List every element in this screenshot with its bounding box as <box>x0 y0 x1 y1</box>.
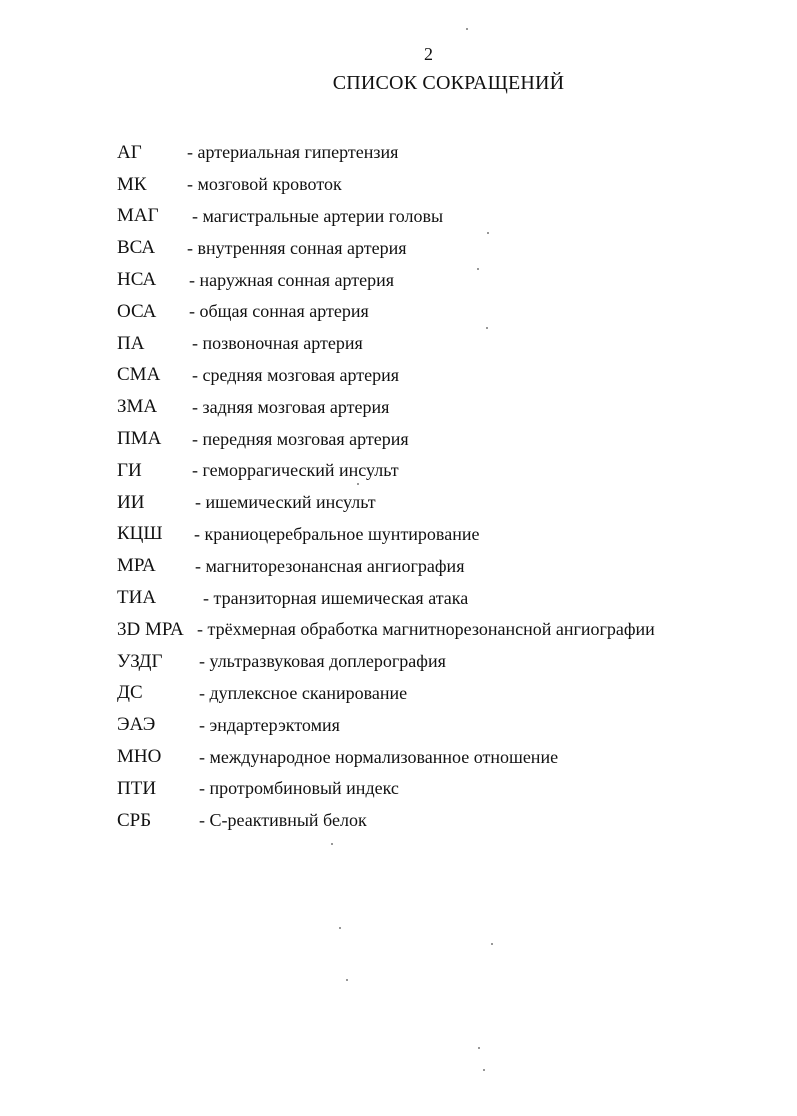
abbreviation-definition: - задняя мозговая артерия <box>192 396 390 417</box>
abbreviation-row <box>117 137 655 169</box>
abbreviation-term: НСА <box>117 269 157 291</box>
abbreviation-definition: - наружная сонная артерия <box>189 269 395 290</box>
abbreviation-definition: - передняя мозговая артерия <box>192 428 409 449</box>
scan-speck <box>357 483 359 485</box>
abbreviation-row <box>117 201 655 233</box>
abbreviation-row <box>117 582 655 614</box>
abbreviation-row <box>117 614 655 646</box>
abbreviation-term: УЗДГ <box>117 650 163 672</box>
abbreviation-definition: - артериальная гипертензия <box>187 142 399 163</box>
abbreviation-row <box>117 296 655 328</box>
abbreviation-definition: - краниоцеребральное шунтирование <box>194 523 480 544</box>
scan-speck <box>486 327 488 329</box>
abbreviation-row <box>117 360 655 392</box>
abbreviation-row <box>117 741 655 773</box>
abbreviation-term: ОСА <box>117 300 157 322</box>
abbreviation-row <box>117 423 655 455</box>
abbreviation-term: СРБ <box>117 809 152 831</box>
abbreviation-definition: - магистральные артерии головы <box>192 205 444 226</box>
abbreviation-term: ЭАЭ <box>117 714 156 736</box>
abbreviation-term: КЦШ <box>117 523 163 545</box>
abbreviation-term: ПМА <box>117 428 162 450</box>
abbreviation-row <box>117 232 655 264</box>
abbreviation-row <box>117 678 655 710</box>
abbreviation-term: МНО <box>117 746 162 768</box>
abbreviation-row <box>117 169 655 201</box>
abbreviation-row <box>117 550 655 582</box>
abbreviation-definition: - ишемический инсульт <box>195 492 376 513</box>
scan-speck <box>483 1069 485 1071</box>
scan-speck <box>478 1047 480 1049</box>
abbreviation-term: ИИ <box>117 491 145 513</box>
abbreviation-row <box>117 391 655 423</box>
abbreviation-term: СМА <box>117 364 161 386</box>
abbreviation-row <box>117 519 655 551</box>
abbreviation-row <box>117 773 655 805</box>
scan-speck <box>339 927 341 929</box>
abbreviation-row <box>117 328 655 360</box>
abbreviation-term: 3D МРА <box>117 618 184 640</box>
abbreviation-row <box>117 487 655 519</box>
abbreviation-definition: - С-реактивный белок <box>199 810 367 831</box>
abbreviation-term: ТИА <box>117 587 157 609</box>
abbreviation-row <box>117 455 655 487</box>
abbreviation-term: ЗМА <box>117 396 158 418</box>
abbreviation-term: ГИ <box>117 459 142 481</box>
abbreviation-definition: - общая сонная артерия <box>189 301 369 322</box>
abbreviation-term: ПА <box>117 332 145 354</box>
abbreviation-definition: - мозговой кровоток <box>187 174 342 195</box>
abbreviation-term: МК <box>117 173 147 195</box>
abbreviation-definition: - транзиторная ишемическая атака <box>203 587 469 608</box>
scan-speck <box>477 268 479 270</box>
abbreviation-definition: - международное нормализованное отношение <box>199 746 559 767</box>
abbreviation-row <box>117 646 655 678</box>
page-number: 2 <box>424 44 433 64</box>
abbreviation-row <box>117 805 655 837</box>
abbreviation-term: МАГ <box>117 205 159 227</box>
scan-speck <box>491 943 493 945</box>
abbreviation-definition: - геморрагический инсульт <box>192 460 399 481</box>
abbreviation-definition: - магниторезонансная ангиография <box>195 555 465 576</box>
abbreviation-definition: - дуплексное сканирование <box>199 682 408 703</box>
scan-speck <box>346 979 348 981</box>
page-title: СПИСОК СОКРАЩЕНИЙ <box>332 72 565 94</box>
abbreviation-row <box>117 264 655 296</box>
scan-speck <box>331 843 333 845</box>
scan-speck <box>487 232 489 234</box>
abbreviation-term: ВСА <box>117 237 156 259</box>
abbreviation-definition: - протромбиновый индекс <box>199 778 399 799</box>
scan-speck <box>466 28 468 30</box>
abbreviation-row <box>117 709 655 741</box>
abbreviation-term: ПТИ <box>117 777 157 799</box>
abbreviation-definition: - средняя мозговая артерия <box>192 364 400 385</box>
abbreviation-definition: - эндартерэктомия <box>199 714 340 735</box>
abbreviation-term: АГ <box>117 141 142 163</box>
abbreviation-definition: - трёхмерная обработка магнитнорезонансной ангиографии <box>197 619 655 640</box>
abbreviation-term: ДС <box>117 682 143 704</box>
abbreviation-definition: - ультразвуковая доплерография <box>199 651 446 672</box>
abbreviation-definition: - позвоночная артерия <box>192 333 363 354</box>
abbreviation-list <box>117 137 655 837</box>
abbreviation-definition: - внутренняя сонная артерия <box>187 237 407 258</box>
abbreviation-term: МРА <box>117 555 156 577</box>
